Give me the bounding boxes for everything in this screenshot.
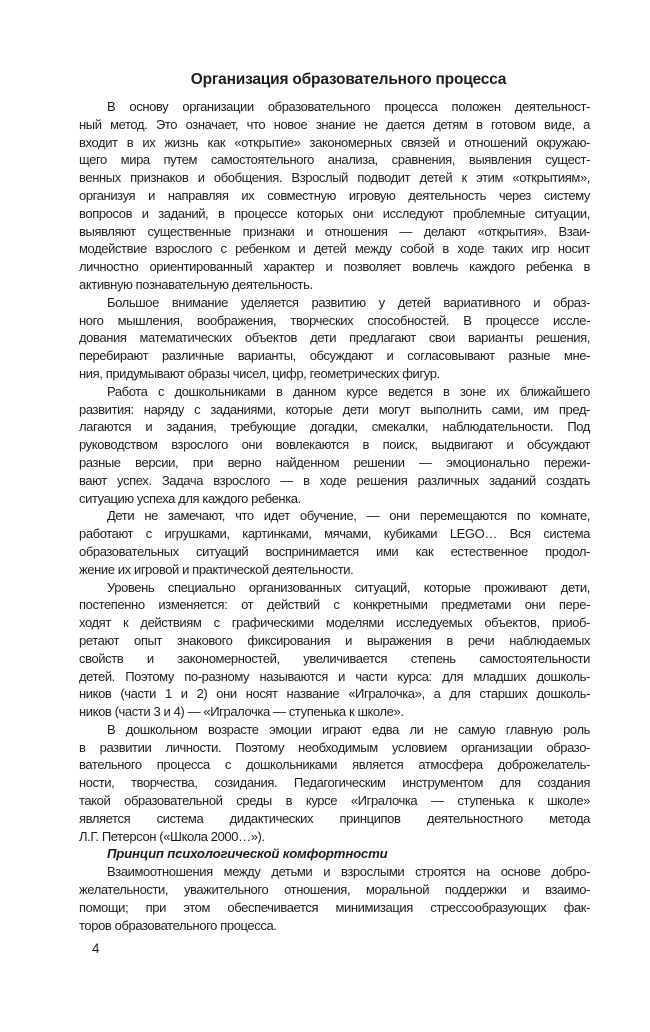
text-line: дования математических объектов дети предлагают свои варианты решения, (79, 330, 590, 346)
text-line: образовательных ситуаций воспринимается ими как естественное продол- (79, 543, 590, 559)
text-line: модействие взрослого с ребенком и детей между собой в ходе таких игр носит (79, 241, 590, 257)
text-line: ный метод. Это означает, что новое знание не дается детям в готовом виде, а (79, 116, 590, 132)
text-line: организуя и направляя их совместную игровую деятельность через систему (79, 187, 590, 203)
text-line: венных признаков и обобщения. Взрослый подводит детей к этим «открытиям», (79, 170, 590, 186)
text-line: личностно ориентированный характер и позволяет вовлечь каждого ребенка в (79, 259, 590, 275)
document-body (79, 98, 590, 934)
page-title: Организация образовательного процесса (190, 71, 507, 88)
text-line: торов образовательного процесса. (79, 917, 277, 933)
text-line: свойств и закономерностей, увеличивается степень самостоятельности (79, 650, 590, 666)
paragraph (79, 98, 590, 294)
text-line: ности, творчества, созидания. Педагогическим инструментом для создания (79, 775, 590, 791)
section-subheading: Принцип психологической комфортности (107, 846, 388, 862)
text-line: ходят к действиям с графическими моделями исследуемых объектов, приоб- (79, 615, 590, 631)
text-line: входит в их жизнь как «открытие» закономерных связей и отношений окружаю- (79, 134, 590, 150)
paragraph (79, 383, 590, 508)
text-line: лагаются и задания, требующие догадки, смекалки, наблюдательности. Под (79, 419, 590, 435)
text-line: работают с игрушками, картинками, мячами, кубиками LEGO… Вся система (79, 526, 590, 542)
text-line: Уровень специально организованных ситуаций, которые проживают дети, (107, 579, 590, 595)
text-line: руководством взрослого они вовлекаются в поиск, выдвигают и обсуждают (79, 437, 590, 453)
text-column (79, 70, 590, 934)
text-line: ников (части 3 и 4) — «Игралочка — ступенька к школе». (79, 704, 404, 720)
text-line: Л.Г. Петерсон («Школа 2000…»). (79, 828, 265, 844)
text-line: является система дидактических принципов деятельностного метода (79, 810, 590, 826)
text-line: ния, придумывают образы чисел, цифр, геометрических фигур. (79, 365, 440, 381)
paragraph (79, 294, 590, 383)
text-line: желательности, уважительного отношения, моральной поддержки и взаимо- (79, 882, 590, 898)
text-line: такой образовательной среды в курсе «Игралочка — ступенька к школе» (79, 793, 590, 809)
paragraph (79, 863, 590, 934)
text-line: помощи; при этом обеспечивается минимизация стрессообразующих фак- (79, 899, 590, 915)
text-line: вопросов и заданий, в процессе которых они исследуют проблемные ситуации, (79, 205, 590, 221)
text-line: перебирают различные варианты, обсуждают и согласовывают разные мне- (79, 348, 590, 364)
paragraph (79, 579, 590, 721)
text-line: вательного процесса с дошкольниками является атмосфера доброжелатель- (79, 757, 590, 773)
text-line: в развитии личности. Поэтому необходимым условием организации образо- (79, 739, 590, 755)
text-line: Работа с дошкольниками в данном курсе ведется в зоне их ближайшего (107, 383, 590, 399)
text-line: жение их игровой и практической деятельности. (79, 561, 354, 577)
text-line: щего мира путем самостоятельного анализа, сравнения, выявления сущест- (79, 152, 590, 168)
text-line: ного мышления, воображения, творческих способностей. В процессе иссле- (79, 312, 590, 328)
text-line: В дошкольном возрасте эмоции играют едва ли не самую главную роль (107, 721, 590, 737)
text-line: Взаимоотношения между детьми и взрослыми строятся на основе добро- (107, 864, 590, 880)
text-line: ников (части 1 и 2) они носят название «Игралочка», а для старших дошколь- (79, 686, 590, 702)
text-line: Дети не замечают, что идет обучение, — они перемещаются по комнате, (107, 508, 590, 524)
text-line: Большое внимание уделяется развитию у детей вариативного и образ- (107, 294, 590, 310)
text-line: В основу организации образовательного процесса положен деятельност- (107, 99, 590, 114)
text-line: постепенно изменяется: от действий с конкретными предметами они пере- (79, 597, 590, 613)
paragraph (79, 507, 590, 578)
page-number: 4 (92, 941, 100, 956)
text-line: вают успех. Задача взрослого — в ходе решения различных заданий создать (79, 472, 590, 488)
text-line: детей. Поэтому по-разному называются и части курса: для младших дошколь- (79, 668, 590, 684)
text-line: активную познавательную деятельность. (79, 276, 313, 292)
paragraph (79, 721, 590, 846)
text-line: разные версии, при верно найденном решении — эмоционально пережи- (79, 454, 590, 470)
text-line: ретают опыт знакового фиксирования и выражения в речи наблюдаемых (79, 632, 590, 648)
text-line: развития: наряду с заданиями, которые дети могут выполнить сами, им пред- (79, 401, 590, 417)
text-line: ситуацию успеха для каждого ребенка. (79, 490, 301, 506)
text-line: выявляют существенные признаки и отношения — делают «открытия». Взаи- (79, 223, 590, 239)
